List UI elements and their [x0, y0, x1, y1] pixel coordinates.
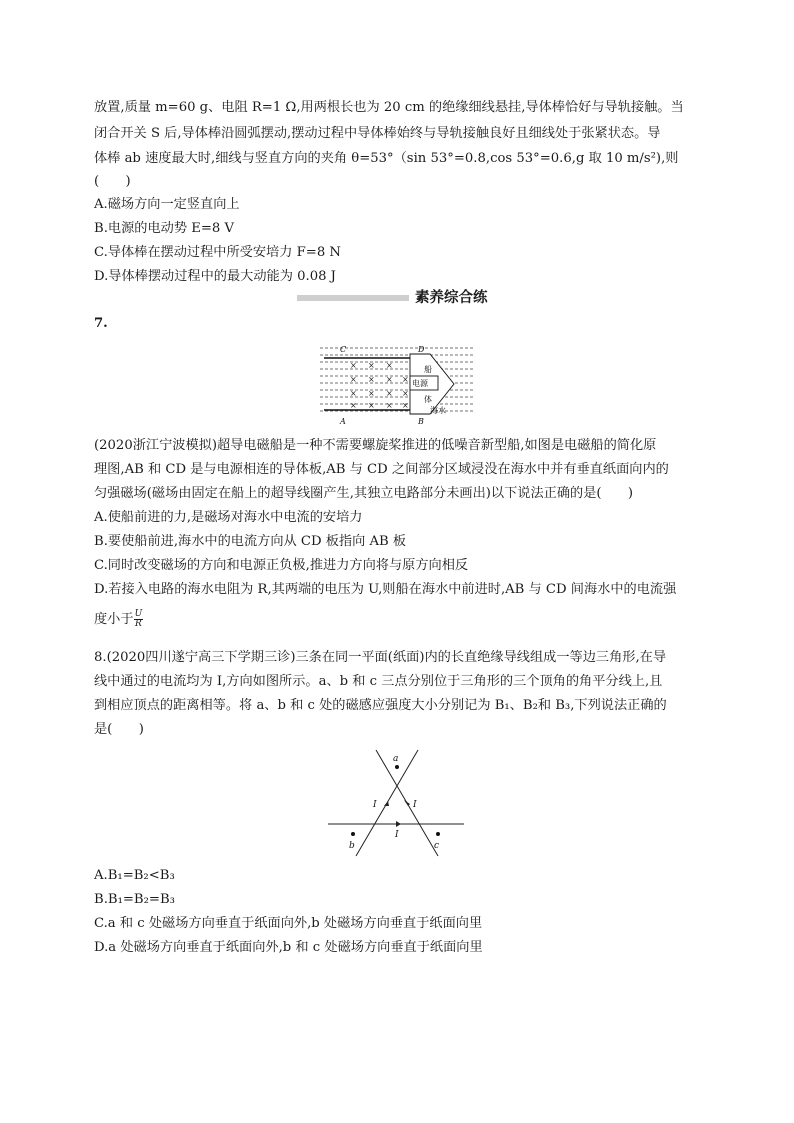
q7-fraction [134, 610, 144, 629]
q8-point-a [395, 765, 399, 769]
q8-figure [326, 748, 466, 858]
field-cross: × [350, 375, 357, 384]
q8-label-c: c [434, 841, 440, 851]
field-cross: × [386, 389, 393, 398]
section-banner [297, 288, 507, 308]
field-cross: × [350, 389, 357, 398]
field-cross: × [386, 401, 393, 410]
q7-label-ship: 船 [424, 365, 432, 374]
q6-option-a: A.磁场方向一定竖直向上 [94, 197, 240, 212]
q6-option-d: D.导体棒摆动过程中的最大动能为 0.08 J [94, 269, 336, 284]
q8-arrow-bottom [396, 821, 401, 827]
q6-option-c: C.导体棒在摆动过程中所受安培力 F=8 N [94, 245, 341, 260]
q7-text-line-2: 理图,AB 和 CD 是与电源相连的导体板,AB 与 CD 之间部分区域浸没在海水中并有垂直纸面向内的 [94, 462, 669, 477]
field-cross: × [386, 361, 393, 370]
q7-option-d-continued [94, 610, 143, 629]
q8-option-a: A.B₁=B₂<B₃ [94, 868, 175, 883]
q7-label-c: C [340, 345, 347, 354]
q8-text-line-3: 到相应顶点的距离相等。将 a、b 和 c 处的磁感应强度大小分别记为 B₁、B₂和 B₃,下列说法正确的 [94, 698, 667, 713]
field-cross: × [350, 401, 357, 410]
q7-option-d-tail: 度小于 [94, 612, 134, 627]
field-cross: × [402, 401, 409, 410]
q8-text-line-4: 是( ) [94, 722, 144, 737]
q7-figure [318, 340, 478, 428]
q7-label-seawater: 海水 [430, 406, 446, 415]
frac-denominator: R [134, 619, 142, 629]
q8-option-b: B.B₁=B₂=B₃ [94, 892, 175, 907]
q8-point-b [351, 832, 355, 836]
q7-number: 7. [94, 316, 108, 331]
q7-option-a: A.使船前进的力,是磁场对海水中电流的安培力 [94, 510, 363, 525]
q8-option-d: D.a 处磁场方向垂直于纸面向外,b 和 c 处磁场方向垂直于纸面向里 [94, 940, 483, 955]
q8-label-i-bottom: I [395, 830, 399, 840]
q8-option-c: C.a 和 c 处磁场方向垂直于纸面向外,b 处磁场方向垂直于纸面向里 [94, 916, 483, 931]
q7-text-line-1: (2020浙江宁波模拟)超导电磁船是一种不需要螺旋桨推进的低噪音新型船,如图是电磁船的简化原 [94, 438, 657, 453]
field-cross: × [350, 361, 357, 370]
field-cross: × [386, 375, 393, 384]
q8-label-b: b [349, 841, 355, 851]
q7-option-b: B.要使船前进,海水中的电流方向从 CD 板指向 AB 板 [94, 534, 407, 549]
q8-label-i-left: I [373, 800, 377, 810]
q6-text-line-3: 体棒 ab 速度最大时,细线与竖直方向的夹角 θ=53°（sin 53°=0.8,cos 53°=0.6,g 取 10 m/s²),则 [94, 151, 679, 166]
field-cross: × [402, 389, 409, 398]
q6-answer-bracket: ( ) [94, 174, 131, 189]
section-banner-bar [297, 295, 409, 301]
q7-label-b: B [418, 417, 424, 426]
q7-text-line-3: 匀强磁场(磁场由固定在船上的超导线圈产生,其独立电路部分未画出)以下说法正确的是( ) [94, 486, 634, 501]
q8-label-a: a [393, 754, 399, 764]
q6-text-line-2: 闭合开关 S 后,导体棒沿圆弧摆动,摆动过程中导体棒始终与导轨接触良好且细线处于张紧状态。导 [94, 126, 661, 141]
field-cross: × [402, 375, 409, 384]
q6-option-b: B.电源的电动势 E=8 V [94, 221, 234, 236]
q8-label-i-right: I [413, 800, 417, 810]
q7-option-d: D.若接入电路的海水电阻为 R,其两端的电压为 U,则船在海水中前进时,AB 与 CD 间海水中的电流强 [94, 582, 677, 597]
q8-arrow-right [404, 800, 410, 806]
field-cross: × [368, 389, 375, 398]
q7-label-a: A [340, 417, 346, 426]
field-cross: × [368, 401, 375, 410]
q7-label-d: D [418, 345, 425, 354]
q8-text-line-1: 8.(2020四川遂宁高三下学期三诊)三条在同一平面(纸面)内的长直绝缘导线组成一等边三角形,在导 [94, 650, 667, 665]
frac-numerator: U [134, 609, 143, 619]
q7-option-c: C.同时改变磁场的方向和电源正负极,推进力方向将与原方向相反 [94, 558, 469, 573]
field-cross: × [368, 361, 375, 370]
q7-label-body: 体 [424, 395, 432, 404]
q6-text-line-1: 放置,质量 m=60 g、电阻 R=1 Ω,用两根长也为 20 cm 的绝缘细线悬挂,导体棒恰好与导轨接触。当 [94, 100, 684, 115]
field-cross: × [368, 375, 375, 384]
q8-text-line-2: 线中通过的电流均为 I,方向如图所示。a、b 和 c 三点分别位于三角形的三个顶角的角平分线上,且 [94, 674, 663, 689]
q7-label-source: 电源 [412, 379, 428, 388]
q8-point-c [436, 832, 440, 836]
section-title: 素养综合练 [415, 290, 488, 306]
q7-magnetic-field [350, 361, 409, 410]
